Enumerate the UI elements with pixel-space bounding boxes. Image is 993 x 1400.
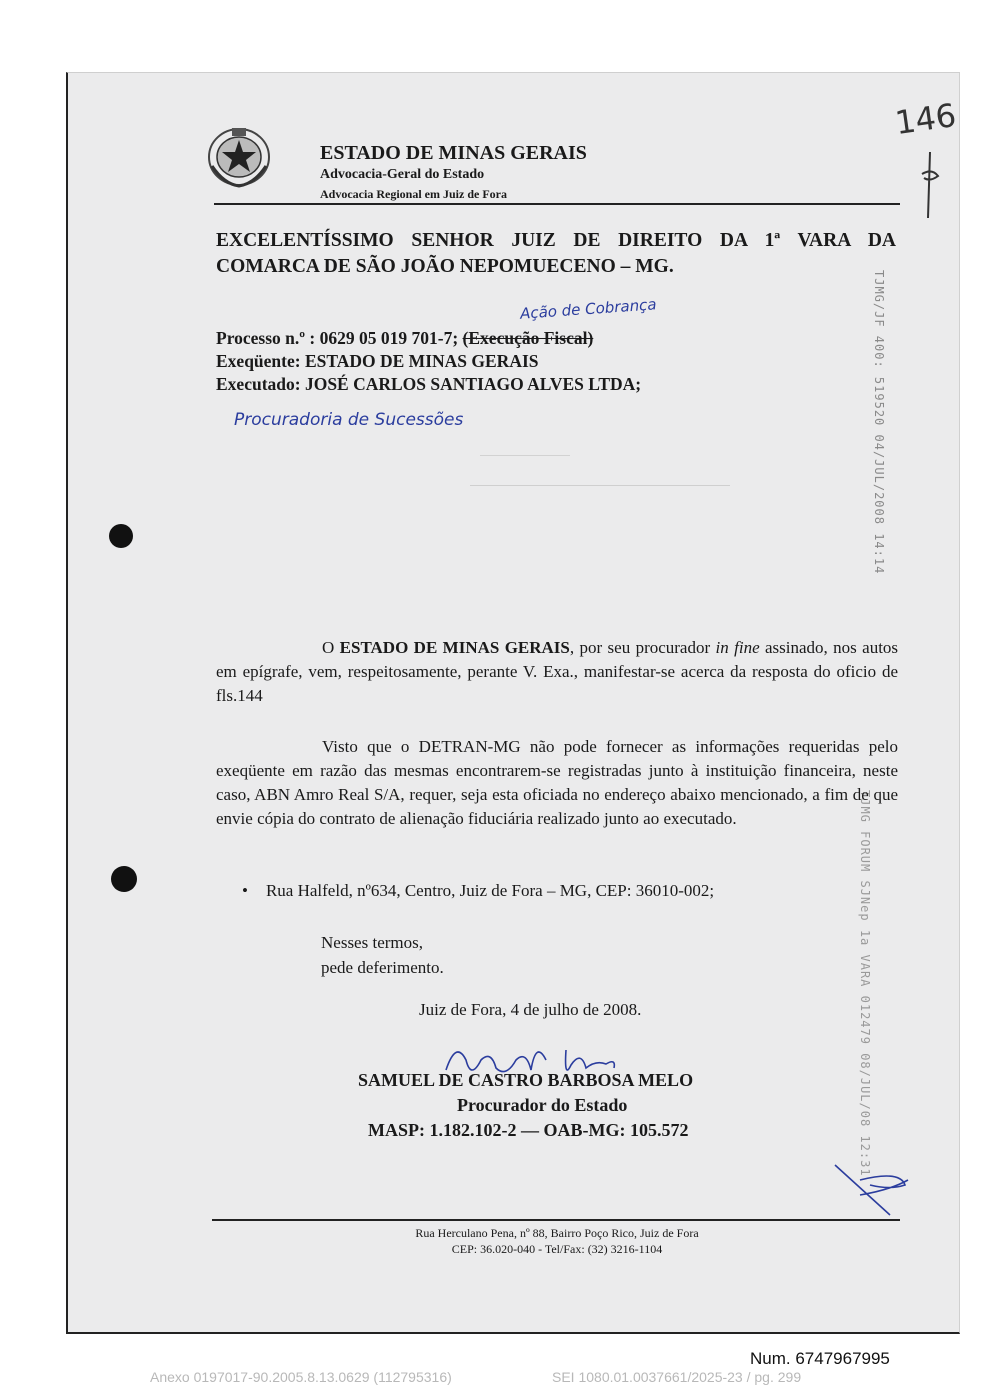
- p1-rest: assinado, nos autos em epígrafe, vem, respeitosamente, perante V. Exa., manifestar-se acerca da resposta do oficio de fls.144: [216, 638, 899, 705]
- annex-reference: Anexo 0197017-90.2005.8.13.0629 (112795316): [150, 1369, 452, 1385]
- process-struck-type: (Execução Fiscal): [462, 328, 594, 348]
- protocol-stamp-top: TJMG/JF 400: 519520 04/JUL/2008 14:14: [872, 270, 886, 575]
- footer-contact: CEP: 36.020-040 - Tel/Fax: (32) 3216-1104: [451, 1242, 663, 1256]
- letterhead-office: Advocacia Regional em Juiz de Fora: [320, 187, 507, 201]
- address-bullet: [242, 881, 714, 901]
- closing: [321, 930, 444, 980]
- paragraph-2: [216, 735, 898, 831]
- state-crest-icon: [206, 126, 272, 188]
- p1-bold-entity: ESTADO DE MINAS GERAIS: [339, 638, 570, 657]
- handwritten-rubric-top: [918, 150, 942, 220]
- handwritten-rubric-bottom: [830, 1160, 910, 1220]
- p1-italic: in fine: [715, 638, 760, 657]
- document-number: Num. 6747967995: [750, 1349, 890, 1368]
- header-divider: [214, 203, 900, 205]
- process-number: [216, 327, 641, 350]
- signatory-name: SAMUEL DE CASTRO BARBOSA MELO: [358, 1070, 694, 1090]
- footer-address: Rua Herculano Pena, nº 88, Bairro Poço Rico, Juiz de Fora: [415, 1226, 699, 1240]
- paragraph-1: [216, 636, 898, 708]
- date-line: Juiz de Fora, 4 de julho de 2008.: [419, 1000, 642, 1019]
- closing-line-1: Nesses termos,: [321, 933, 423, 952]
- bullet-text: Rua Halfeld, nº634, Centro, Juiz de Fora – MG, CEP: 36010-002;: [265, 881, 715, 900]
- p1-lead: O: [322, 638, 335, 657]
- closing-line-2: pede deferimento.: [321, 958, 444, 977]
- bullet-icon: •: [242, 881, 248, 900]
- protocol-stamp-bottom: TJMG FORUM SJNep 1a VARA 012479 08/JUL/08 12:31: [858, 790, 872, 1177]
- signatory-ids: MASP: 1.182.102-2 — OAB-MG: 105.572: [368, 1120, 689, 1140]
- p2-text: Visto que o DETRAN-MG não pode fornecer as informações requeridas pelo exeqüente em razão das mesmas encontrarem-se registradas junto à instituição financeira, neste caso, ABN Amro Real S/A, requer, seja esta oficiada no endereço abaixo mencionado, a fim de que envie cópia do contrato de alienação fiduciária realizado junto ao executado.: [216, 737, 898, 828]
- executado: Executado: JOSÉ CARLOS SANTIAGO ALVES LTDA;: [216, 374, 642, 394]
- letterhead-agency: Advocacia-Geral do Estado: [320, 167, 485, 182]
- punch-hole-bottom: [111, 866, 137, 892]
- letterhead-state: ESTADO DE MINAS GERAIS: [320, 142, 587, 164]
- addressee-line-1: EXCELENTÍSSIMO SENHOR JUIZ DE DIREITO DA 1ª VARA DA: [216, 230, 896, 251]
- handwritten-page-number: 146: [892, 95, 959, 143]
- process-prefix: Processo n.º : 0629 05 019 701-7;: [216, 328, 459, 348]
- exequente: Exeqüente: ESTADO DE MINAS GERAIS: [216, 351, 539, 371]
- bleed-through-line-2: [480, 455, 570, 456]
- addressee: [216, 228, 896, 280]
- case-info: [216, 327, 641, 396]
- sei-reference: SEI 1080.01.0037661/2025-23 / pg. 299: [552, 1369, 802, 1385]
- bleed-through-line: [470, 485, 730, 486]
- footer-divider: [212, 1219, 900, 1221]
- handwritten-procuradoria-note: Procuradoria de Sucessões: [234, 410, 464, 430]
- handwritten-action-note: Ação de Cobrança: [519, 295, 658, 323]
- p1-mid: , por seu procurador: [569, 638, 711, 657]
- addressee-line-2: COMARCA DE SÃO JOÃO NEPOMUECENO – MG.: [216, 256, 674, 277]
- punch-hole-top: [109, 524, 133, 548]
- signatory-title: Procurador do Estado: [457, 1095, 628, 1115]
